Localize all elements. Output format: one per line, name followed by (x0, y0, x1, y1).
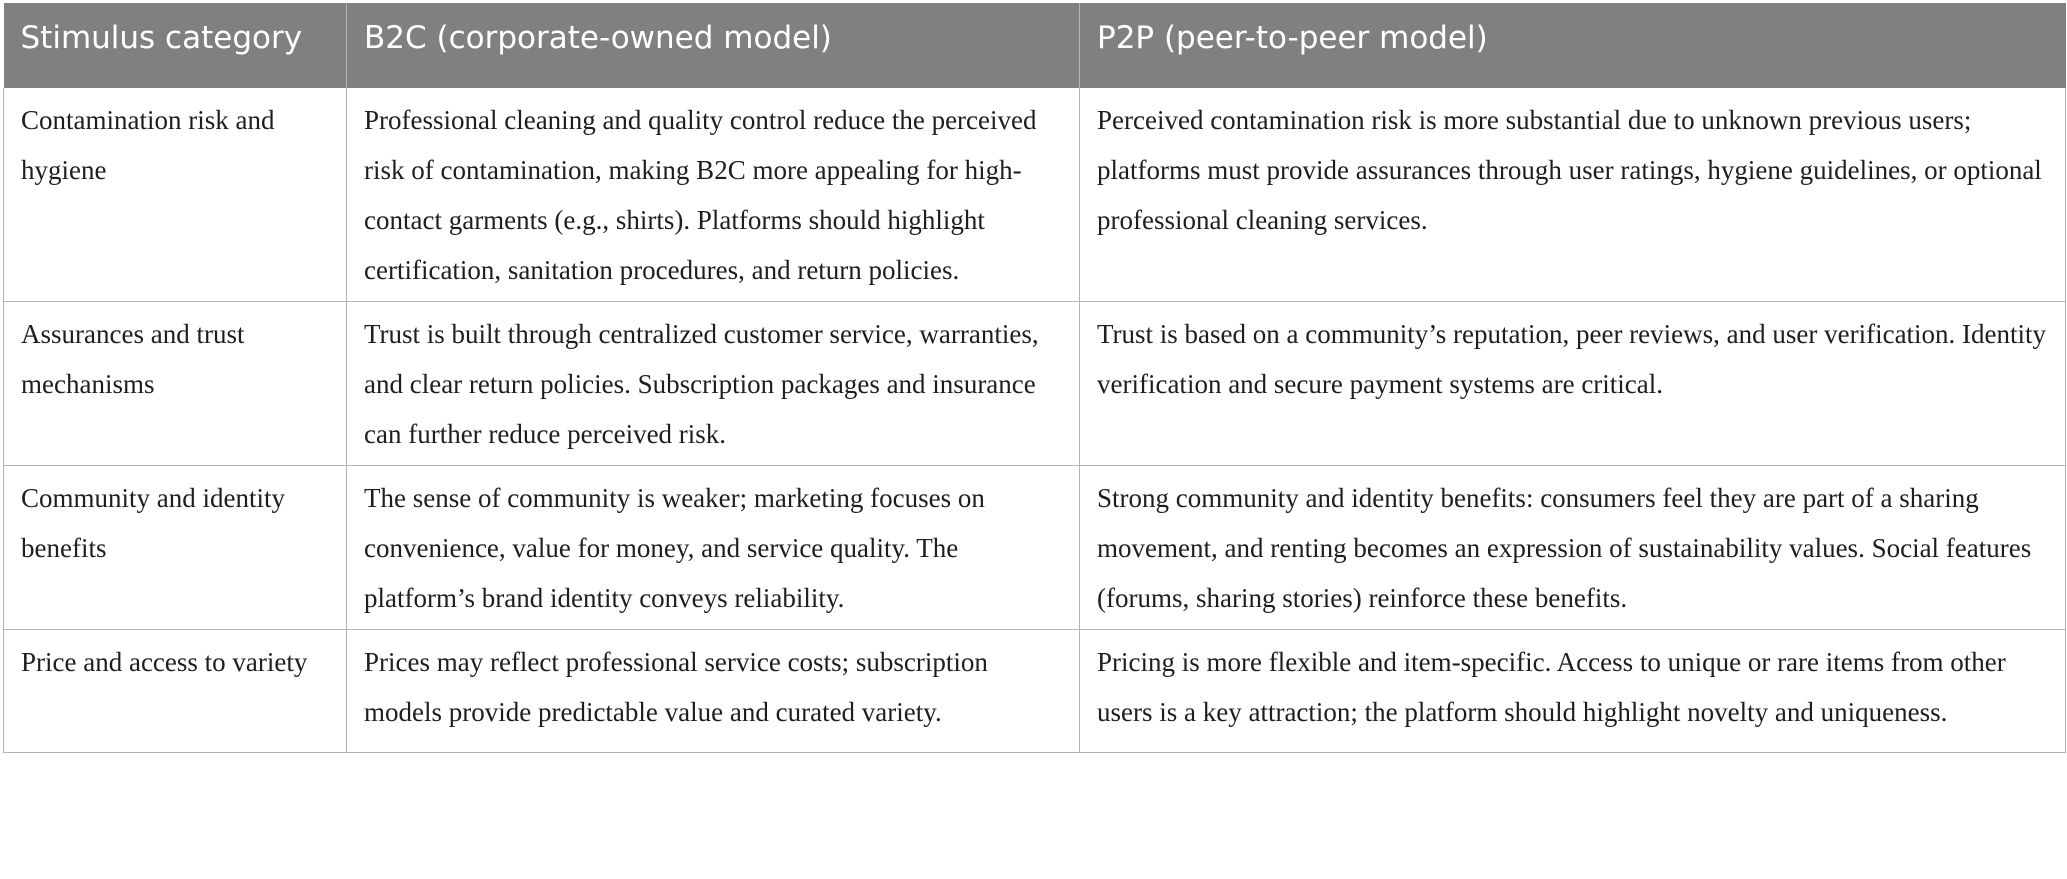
cell-b2c: Trust is built through centralized customer service, warranties, and clear return policies. Subscription packages and insurance can further reduce perceived risk. (347, 302, 1080, 466)
cell-p2p: Perceived contamination risk is more substantial due to unknown previous users; platforms must provide assurances through user ratings, hygiene guidelines, or optional professional cleaning services. (1080, 88, 2066, 302)
table-body (4, 88, 2066, 753)
table-row (4, 630, 2066, 753)
cell-category: Contamination risk and hygiene (4, 88, 347, 302)
cell-p2p: Trust is based on a community’s reputation, peer reviews, and user verification. Identity verification and secure payment systems are critical. (1080, 302, 2066, 466)
table-row (4, 302, 2066, 466)
cell-b2c: The sense of community is weaker; marketing focuses on convenience, value for money, and service quality. The platform’s brand identity conveys reliability. (347, 466, 1080, 630)
cell-category: Price and access to variety (4, 630, 347, 753)
header-row (4, 3, 2066, 88)
table-row (4, 466, 2066, 630)
cell-b2c: Professional cleaning and quality control reduce the perceived risk of contamination, making B2C more appealing for high-contact garments (e.g., shirts). Platforms should highlight certification, sanitation procedures, and return policies. (347, 88, 1080, 302)
table-row (4, 88, 2066, 302)
comparison-table (3, 3, 2066, 753)
cell-category: Community and identity benefits (4, 466, 347, 630)
cell-p2p: Pricing is more flexible and item-specific. Access to unique or rare items from other users is a key attraction; the platform should highlight novelty and uniqueness. (1080, 630, 2066, 753)
cell-b2c: Prices may reflect professional service costs; subscription models provide predictable value and curated variety. (347, 630, 1080, 753)
header-b2c: B2C (corporate-owned model) (347, 3, 1080, 88)
cell-category: Assurances and trust mechanisms (4, 302, 347, 466)
table-header (4, 3, 2066, 88)
header-stimulus-category: Stimulus category (4, 3, 347, 88)
cell-p2p: Strong community and identity benefits: consumers feel they are part of a sharing movement, and renting becomes an expression of sustainability values. Social features (forums, sharing stories) reinforce these benefits. (1080, 466, 2066, 630)
header-p2p: P2P (peer-to-peer model) (1080, 3, 2066, 88)
